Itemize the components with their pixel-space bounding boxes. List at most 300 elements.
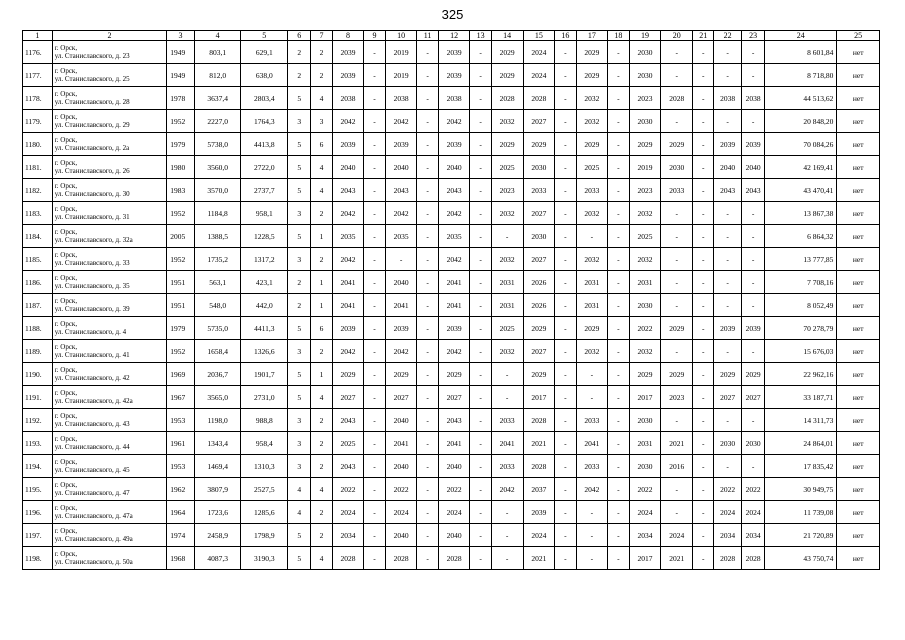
table-cell: 1951 (167, 271, 195, 294)
table-cell: - (364, 501, 385, 524)
table-cell: - (470, 363, 491, 386)
table-cell: - (576, 225, 608, 248)
table-cell: 11 739,08 (765, 501, 837, 524)
table-cell: - (470, 41, 491, 64)
table-cell: - (417, 501, 438, 524)
table-cell: 15 676,03 (765, 340, 837, 363)
table-cell: - (555, 363, 576, 386)
table-cell: 2025 (491, 156, 523, 179)
table-cell: 2042 (438, 202, 470, 225)
table-cell: 2024 (714, 501, 742, 524)
address-city: г. Орск, (54, 365, 78, 374)
table-cell: - (608, 271, 629, 294)
table-cell: - (555, 271, 576, 294)
table-cell: нет (837, 248, 880, 271)
table-cell: 2030 (523, 156, 555, 179)
address-city: г. Орск, (54, 480, 78, 489)
table-cell: 2458,9 (194, 524, 241, 547)
row-number: 1184. (23, 225, 53, 248)
table-cell: 1 (311, 294, 332, 317)
table-cell: 5735,0 (194, 317, 241, 340)
table-cell: 2227,0 (194, 110, 241, 133)
table-cell: 2038 (332, 87, 364, 110)
table-cell: 1962 (167, 478, 195, 501)
table-cell: 17 835,42 (765, 455, 837, 478)
page-number: 325 (441, 7, 464, 22)
table-cell: - (364, 41, 385, 64)
table-cell: 1 (311, 225, 332, 248)
table-cell: 2032 (629, 340, 661, 363)
table-cell: нет (837, 547, 880, 570)
table-cell: - (555, 87, 576, 110)
address-city: г. Орск, (54, 526, 78, 535)
table-cell: 22 962,16 (765, 363, 837, 386)
table-cell: 43 470,41 (765, 179, 837, 202)
table-cell: 2 (311, 501, 332, 524)
table-cell: 2030 (714, 432, 742, 455)
row-number: 1194. (23, 455, 53, 478)
table-cell: - (608, 547, 629, 570)
table-cell: 44 513,62 (765, 87, 837, 110)
table-cell: - (608, 41, 629, 64)
table-cell: 5 (288, 156, 311, 179)
table-cell: 4 (311, 386, 332, 409)
table-cell: 1980 (167, 156, 195, 179)
table-cell: 2030 (741, 432, 764, 455)
column-header: 25 (837, 31, 880, 41)
table-cell: 8 601,84 (765, 41, 837, 64)
table-cell: 2019 (385, 64, 417, 87)
table-cell: 1949 (167, 41, 195, 64)
table-cell: - (417, 202, 438, 225)
column-header: 20 (661, 31, 693, 41)
table-cell: - (693, 202, 714, 225)
table-row (23, 478, 880, 501)
address-cell (52, 294, 167, 317)
table-cell: 2039 (438, 64, 470, 87)
table-cell: 8 718,80 (765, 64, 837, 87)
table-cell: 5 (288, 87, 311, 110)
table-cell: - (364, 317, 385, 340)
table-cell: 1952 (167, 202, 195, 225)
column-header: 8 (332, 31, 364, 41)
table-cell: нет (837, 179, 880, 202)
table-cell: нет (837, 294, 880, 317)
address-street: ул. Станиславского, д. 49а (54, 535, 133, 543)
address-cell (52, 225, 167, 248)
table-row (23, 225, 880, 248)
table-cell: 1968 (167, 547, 195, 570)
table-cell: - (364, 455, 385, 478)
table-cell: 2030 (629, 455, 661, 478)
table-cell: 2041 (576, 432, 608, 455)
table-cell: 2034 (629, 524, 661, 547)
table-cell: - (693, 225, 714, 248)
table-cell: 2040 (714, 156, 742, 179)
address-city: г. Орск, (54, 296, 78, 305)
table-cell: 4 (288, 501, 311, 524)
table-cell: 2029 (523, 363, 555, 386)
table-cell: 2031 (491, 294, 523, 317)
row-number: 1198. (23, 547, 53, 570)
table-cell: - (608, 409, 629, 432)
column-header: 18 (608, 31, 629, 41)
table-cell: - (693, 271, 714, 294)
table-cell: - (741, 409, 764, 432)
address-street: ул. Станиславского, д. 28 (54, 98, 130, 106)
address-street: ул. Станиславского, д. 4 (54, 328, 127, 336)
table-cell: 2029 (491, 41, 523, 64)
table-cell: 1952 (167, 248, 195, 271)
table-cell: - (417, 41, 438, 64)
table-cell: 30 949,75 (765, 478, 837, 501)
address-cell (52, 478, 167, 501)
table-cell: - (470, 64, 491, 87)
table-cell: - (608, 110, 629, 133)
table-cell: 4 (311, 87, 332, 110)
table-cell: 2024 (332, 501, 364, 524)
column-header: 14 (491, 31, 523, 41)
address-cell (52, 271, 167, 294)
table-cell: 2028 (491, 87, 523, 110)
address-cell (52, 547, 167, 570)
address-street: ул. Станиславского, д. 41 (54, 351, 130, 359)
table-cell: 2041 (332, 271, 364, 294)
table-cell: 2032 (576, 202, 608, 225)
table-cell: - (470, 455, 491, 478)
table-cell: - (714, 340, 742, 363)
table-cell: 442,0 (241, 294, 288, 317)
table-cell: 1735,2 (194, 248, 241, 271)
table-cell: 2026 (523, 271, 555, 294)
table-cell: 4 (288, 478, 311, 501)
table-cell: - (608, 478, 629, 501)
table-row (23, 133, 880, 156)
table-cell: 3565,0 (194, 386, 241, 409)
table-cell: 2029 (491, 64, 523, 87)
table-cell: 5 (288, 363, 311, 386)
table-cell: - (555, 409, 576, 432)
table-cell: 2025 (576, 156, 608, 179)
table-cell: - (364, 271, 385, 294)
table-cell: 4 (311, 156, 332, 179)
table-cell: - (714, 248, 742, 271)
table-cell: нет (837, 64, 880, 87)
table-cell: нет (837, 41, 880, 64)
table-cell: 2028 (741, 547, 764, 570)
table-cell: 1 (311, 363, 332, 386)
table-cell: 2029 (661, 133, 693, 156)
table-cell: 5 (288, 133, 311, 156)
table-cell: 1983 (167, 179, 195, 202)
table-cell: 2039 (332, 64, 364, 87)
table-cell: нет (837, 271, 880, 294)
table-cell: 2029 (629, 133, 661, 156)
table-cell: - (608, 179, 629, 202)
table-cell: - (693, 156, 714, 179)
table-cell: 2031 (491, 271, 523, 294)
table-cell: - (608, 248, 629, 271)
table-cell: - (364, 478, 385, 501)
table-cell: - (714, 455, 742, 478)
table-cell: 2024 (523, 41, 555, 64)
table-cell: - (693, 110, 714, 133)
table-cell: - (364, 409, 385, 432)
table-cell: 5 (288, 386, 311, 409)
table-cell: - (364, 524, 385, 547)
table-cell: 2039 (385, 317, 417, 340)
table-cell: 1317,2 (241, 248, 288, 271)
table-cell: - (491, 501, 523, 524)
table-cell: 2032 (576, 340, 608, 363)
table-cell: 2040 (385, 524, 417, 547)
table-cell: нет (837, 156, 880, 179)
table-cell: 2038 (385, 87, 417, 110)
address-cell (52, 179, 167, 202)
table-cell: - (470, 294, 491, 317)
column-header: 2 (52, 31, 167, 41)
table-cell: 2033 (661, 179, 693, 202)
table-cell: - (714, 202, 742, 225)
table-cell: 2042 (576, 478, 608, 501)
table-cell: - (364, 294, 385, 317)
table-cell: - (470, 432, 491, 455)
table-cell: 13 777,85 (765, 248, 837, 271)
column-header: 1 (23, 31, 53, 41)
column-header: 15 (523, 31, 555, 41)
table-row (23, 248, 880, 271)
table-cell: 6 864,32 (765, 225, 837, 248)
table-cell: 2035 (438, 225, 470, 248)
table-cell: 1978 (167, 87, 195, 110)
table-cell: 33 187,71 (765, 386, 837, 409)
table-cell: 5 (288, 179, 311, 202)
table-cell: 2005 (167, 225, 195, 248)
table-cell: 21 720,89 (765, 524, 837, 547)
table-cell: 2032 (491, 248, 523, 271)
table-cell: 2043 (714, 179, 742, 202)
table-cell: 3 (288, 248, 311, 271)
table-row (23, 409, 880, 432)
table-row (23, 294, 880, 317)
table-cell: 1979 (167, 133, 195, 156)
table-cell: нет (837, 225, 880, 248)
table-cell: - (470, 248, 491, 271)
table-cell: - (693, 179, 714, 202)
table-cell: 2016 (661, 455, 693, 478)
table-cell: - (693, 478, 714, 501)
table-cell: - (555, 340, 576, 363)
table-cell: 2041 (438, 432, 470, 455)
row-number: 1180. (23, 133, 53, 156)
table-cell: нет (837, 432, 880, 455)
table-cell: - (693, 547, 714, 570)
table-cell: 2042 (438, 248, 470, 271)
table-cell: 6 (311, 317, 332, 340)
table-cell: - (555, 202, 576, 225)
table-cell: - (417, 294, 438, 317)
table-cell: 2024 (438, 501, 470, 524)
table-cell: 1198,0 (194, 409, 241, 432)
table-cell: 4 (311, 547, 332, 570)
table-cell: 5 (288, 317, 311, 340)
table-cell: 2033 (491, 409, 523, 432)
table-cell: - (364, 225, 385, 248)
table-cell: 2039 (714, 317, 742, 340)
address-cell (52, 156, 167, 179)
table-cell: - (491, 547, 523, 570)
table-cell: 7 708,16 (765, 271, 837, 294)
table-cell: нет (837, 317, 880, 340)
address-city: г. Орск, (54, 43, 78, 52)
table-cell: 2028 (523, 87, 555, 110)
table-cell: 2027 (523, 110, 555, 133)
table-cell: - (417, 156, 438, 179)
table-cell: 2029 (714, 363, 742, 386)
table-cell: 2022 (629, 478, 661, 501)
address-city: г. Орск, (54, 204, 78, 213)
table-cell: 2039 (438, 133, 470, 156)
table-cell: 2042 (438, 110, 470, 133)
address-street: ул. Станиславского, д. 35 (54, 282, 130, 290)
row-number: 1191. (23, 386, 53, 409)
table-cell: 2023 (661, 386, 693, 409)
table-cell: 2 (311, 64, 332, 87)
table-cell: 2027 (332, 386, 364, 409)
address-street: ул. Станиславского, д. 29 (54, 121, 130, 129)
housing-table (22, 30, 880, 570)
table-cell: - (417, 363, 438, 386)
table-row (23, 317, 880, 340)
table-cell: - (693, 87, 714, 110)
table-cell: 1979 (167, 317, 195, 340)
table-cell: 4 (311, 478, 332, 501)
table-cell: 423,1 (241, 271, 288, 294)
table-cell: 638,0 (241, 64, 288, 87)
table-cell: - (470, 179, 491, 202)
column-header: 6 (288, 31, 311, 41)
table-cell: - (714, 41, 742, 64)
table-cell: - (470, 409, 491, 432)
table-cell: 2031 (629, 271, 661, 294)
table-cell: - (555, 110, 576, 133)
table-cell: - (555, 248, 576, 271)
table-cell: 2038 (741, 87, 764, 110)
table-cell: - (608, 455, 629, 478)
table-cell: 2024 (523, 64, 555, 87)
row-number: 1192. (23, 409, 53, 432)
table-cell: 2031 (629, 432, 661, 455)
table-cell: 2029 (741, 363, 764, 386)
table-cell: 2040 (385, 271, 417, 294)
table-cell: 3 (311, 110, 332, 133)
table-cell: - (661, 340, 693, 363)
table-cell: - (555, 41, 576, 64)
table-cell: 2023 (629, 87, 661, 110)
table-cell: - (555, 524, 576, 547)
table-cell: 2042 (491, 478, 523, 501)
table-cell: - (417, 317, 438, 340)
row-number: 1182. (23, 179, 53, 202)
column-header: 17 (576, 31, 608, 41)
table-cell: - (491, 386, 523, 409)
table-cell: - (661, 41, 693, 64)
table-cell: 2023 (629, 179, 661, 202)
address-cell (52, 432, 167, 455)
table-cell: 2034 (332, 524, 364, 547)
table-cell: 2019 (629, 156, 661, 179)
table-cell: - (576, 524, 608, 547)
table-row (23, 202, 880, 225)
table-cell: - (714, 64, 742, 87)
address-city: г. Орск, (54, 66, 78, 75)
column-header: 9 (364, 31, 385, 41)
row-number: 1177. (23, 64, 53, 87)
address-city: г. Орск, (54, 227, 78, 236)
address-street: ул. Станиславского, д. 47а (54, 512, 133, 520)
table-cell: нет (837, 133, 880, 156)
table-cell: - (608, 156, 629, 179)
table-cell: 2043 (741, 179, 764, 202)
table-cell: 2027 (523, 202, 555, 225)
table-cell: - (555, 547, 576, 570)
table-cell: 2040 (438, 156, 470, 179)
table-cell: 2737,7 (241, 179, 288, 202)
table-cell: - (364, 386, 385, 409)
table-cell: нет (837, 340, 880, 363)
table-cell: - (741, 455, 764, 478)
table-cell: 2 (311, 432, 332, 455)
table-cell: - (714, 271, 742, 294)
table-cell: 2035 (385, 225, 417, 248)
table-cell: - (555, 317, 576, 340)
table-cell: 2035 (332, 225, 364, 248)
address-city: г. Орск, (54, 158, 78, 167)
table-cell: 2021 (523, 432, 555, 455)
table-cell: 2027 (385, 386, 417, 409)
table-cell: 2 (311, 41, 332, 64)
table-cell: - (741, 202, 764, 225)
table-cell: 2034 (741, 524, 764, 547)
table-cell: 2731,0 (241, 386, 288, 409)
table-cell: 70 278,79 (765, 317, 837, 340)
address-street: ул. Станиславского, д. 31 (54, 213, 130, 221)
table-cell: 2030 (629, 294, 661, 317)
table-cell: 2039 (332, 317, 364, 340)
table-cell: 2034 (714, 524, 742, 547)
row-number: 1195. (23, 478, 53, 501)
address-city: г. Орск, (54, 549, 78, 558)
table-cell: 2041 (332, 294, 364, 317)
table-cell: - (470, 133, 491, 156)
table-cell: - (741, 340, 764, 363)
table-cell: 4413,8 (241, 133, 288, 156)
table-cell: 2039 (741, 133, 764, 156)
row-number: 1189. (23, 340, 53, 363)
table-cell: - (608, 340, 629, 363)
column-header: 12 (438, 31, 470, 41)
table-cell: 2041 (385, 294, 417, 317)
column-header: 19 (629, 31, 661, 41)
table-cell: 2039 (332, 133, 364, 156)
table-cell: 2022 (741, 478, 764, 501)
table-cell: 2039 (385, 133, 417, 156)
table-cell: 2036,7 (194, 363, 241, 386)
table-cell: нет (837, 363, 880, 386)
table-cell: 2029 (523, 133, 555, 156)
table-cell: 2024 (661, 524, 693, 547)
address-cell (52, 110, 167, 133)
